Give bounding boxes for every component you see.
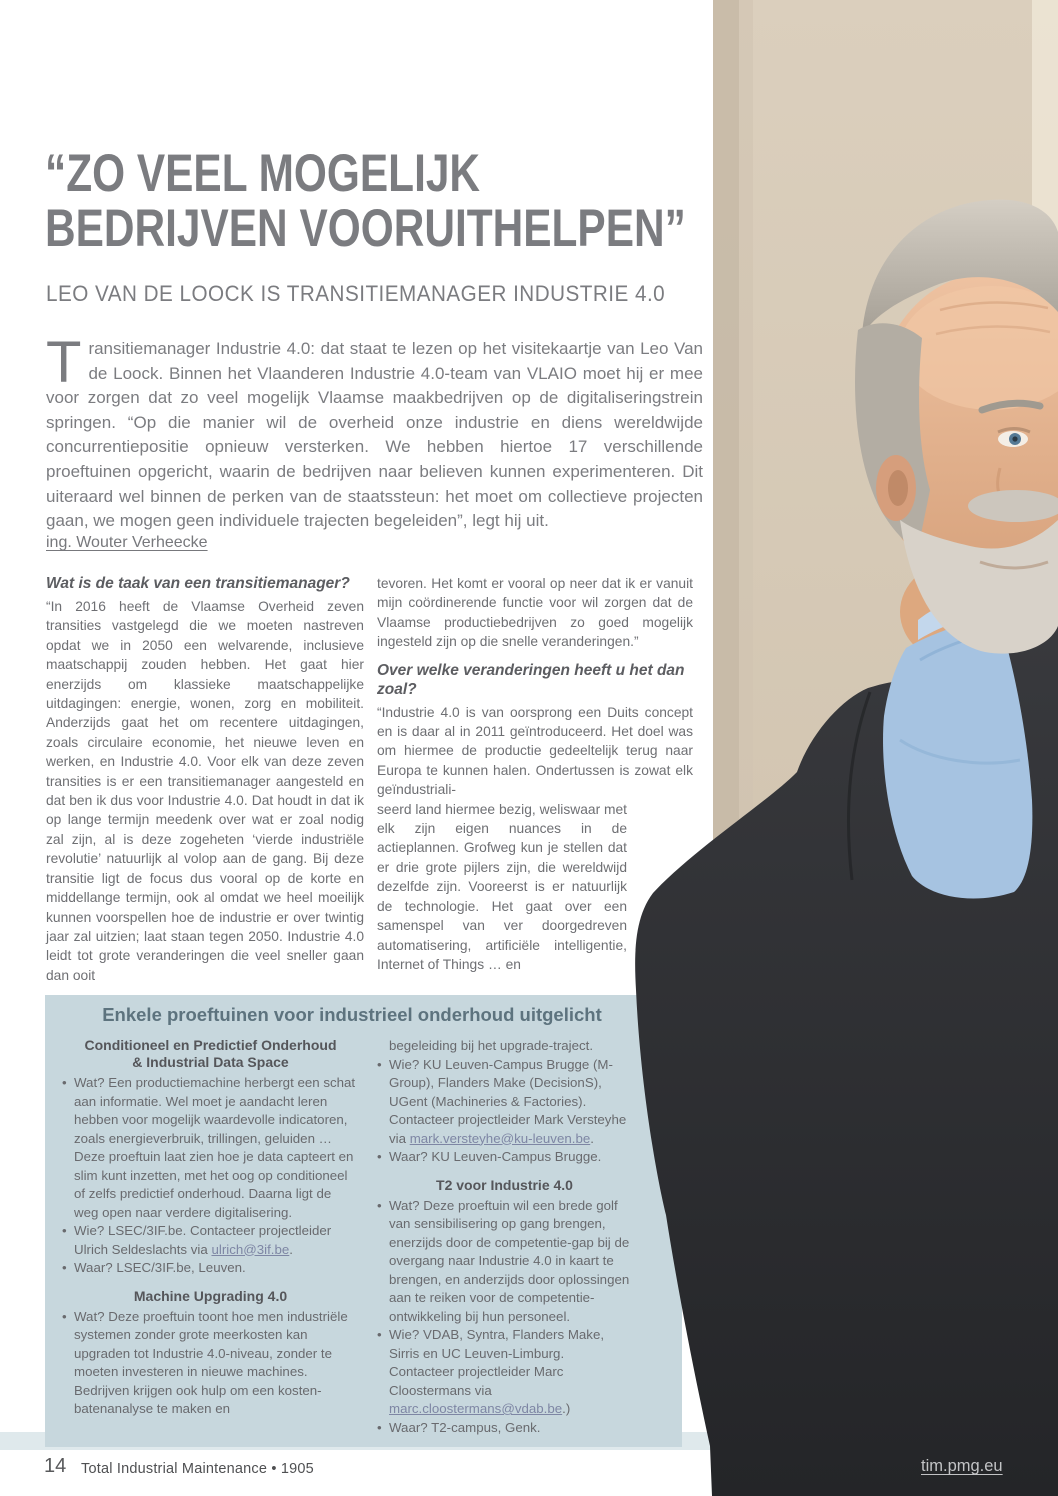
box-column-right	[377, 1037, 632, 1437]
email-link-ulrich[interactable]: ulrich@3if.be	[211, 1241, 290, 1257]
section3-wie: • Wie? VDAB, Syntra, Flanders Make, Sirris en UC Leuven-Limburg. Contacteer projectleider Marc Cloostermans via marc.cloostermans@vdab.be.)	[377, 1326, 632, 1419]
question-1: Wat is de taak van een transitiemanager?	[46, 575, 350, 592]
article-headline	[45, 146, 686, 256]
article-intro	[46, 330, 703, 534]
magazine-issue-line: Total Industrial Maintenance • 1905	[81, 1461, 314, 1477]
headline-line-1: “ZO VEEL MOGELIJK	[45, 144, 481, 203]
headline-line-2: BEDRIJVEN VOORUITHELPEN”	[45, 199, 686, 258]
answer-2-part1: “Industrie 4.0 is van oorsprong een Duits concept en is daar al in 2011 geïntroduceerd. Het doel was om hiermee de productie gedeeltelijk terug naar Europa te kunnen halen. Ondertussen is zowat elk geïndustriali-	[377, 704, 693, 798]
answer-1-continued: tevoren. Het komt er vooral op neer dat ik er vanuit mijn coördinerende functie voor wil zorgen dat de Vlaamse productiebedrijven zo goed mogelijk ingesteld zijn op die snelle veranderingen.”	[377, 576, 693, 650]
article-column-left	[46, 574, 364, 985]
section1-header: Conditioneel en Predictief Onderhoud & Industrial Data Space	[84, 1037, 337, 1070]
answer-1: “In 2016 heeft de Vlaamse Overheid zeven transities vastgelegd die we moeten nastreven opdat we in 2050 een welvarende, inclusieve maatschappij zouden hebben. Het gaat hier enerzijds om klassieke maatschappelijke uitdagingen: energie, wonen, zorg en mobiliteit. Anderzijds gaat het om recentere uitdagingen, zoals circulaire economie, het nieuwe leven en werken, en Industrie 4.0. Voor elk van deze zeven transities is er een transitiemanager aangesteld en dat ben ik dus voor Industrie 4.0. Dat houdt in dat ik op lange termijn meedenk over wat er zoal nodig zal zijn, al is deze zogeheten ‘vierde industriële revolutie’ natuurlijk al volop aan de gang. Bij deze transitie ligt de focus dus vooral op de korte en middellange termijn, ook al omdat we heel moeilijk kunnen voorspellen hoe de industrie er over twintig jaar zal uitzien; laat staan tegen 2050. Industrie 4.0 leidt tot grote veranderingen die veel sneller gaan dan ooit	[46, 599, 364, 983]
email-link-marc-cloostermans[interactable]: marc.cloostermans@vdab.be	[389, 1401, 563, 1416]
section1-waar: • Waar? LSEC/3IF.be, Leuven.	[62, 1259, 359, 1278]
article-column-right	[377, 574, 693, 974]
question-2: Over welke veranderingen heeft u het dan zoal?	[377, 661, 685, 698]
section1-wie: • Wie? LSEC/3IF.be. Contacteer projectleider Ulrich Seldeslachts via ulrich@3if.be.	[62, 1222, 359, 1259]
page-number: 14	[44, 1455, 67, 1477]
section3-wat: • Wat? Deze proeftuin wil een brede golf van sensibilisering op gang brengen, enerzijds door de competentie-gap bij de overgang naar Industrie 4.0 in kaart te brengen, en anderzijds door oplossingen aan te reiken voor de competentie-ontwikkeling bij hun personeel.	[377, 1197, 632, 1327]
section2-wat: • Wat? Deze proeftuin toont hoe men industriële systemen zonder grote meerkosten kan upgraden tot Industrie 4.0-niveau, zonder te moeten investeren in nieuwe machines. Bedrijven krijgen ook hulp om een kosten-batenanalyse te maken en	[62, 1308, 359, 1419]
box-column-left	[62, 1037, 359, 1419]
section2-waar: • Waar? KU Leuven-Campus Brugge.	[377, 1148, 632, 1167]
section2-header: Machine Upgrading 4.0	[133, 1287, 288, 1304]
section3-waar: • Waar? T2-campus, Genk.	[377, 1419, 632, 1438]
box-title: Enkele proeftuinen voor industrieel onderhoud uitgelicht	[102, 1004, 602, 1025]
answer-2-part2: seerd land hiermee bezig, weliswaar met elk zijn eigen nuances in de actieplannen. Grofweg kun je stellen dat er drie grote pijlers zijn, die wereldwijd dezelfde zijn. Vooreerst is er natuurlijk de technologie. Het gaat over een samenspel van ver doorgedreven automatisering, artificiële intelligentie, Internet of Things … en	[377, 801, 627, 972]
proeftuinen-box	[45, 995, 682, 1447]
section3-header: T2 voor Industrie 4.0	[436, 1176, 573, 1193]
website-link[interactable]: tim.pmg.eu	[921, 1457, 1003, 1475]
author-byline: ing. Wouter Verheecke	[46, 534, 208, 551]
drop-cap: T	[46, 330, 82, 395]
article-subhead: LEO VAN DE LOOCK IS TRANSITIEMANAGER INDUSTRIE 4.0	[46, 281, 666, 306]
section2-wie: • Wie? KU Leuven-Campus Brugge (M-Group), Flanders Make (DecisionS), UGent (Machineries & Factories). Contacteer projectleider Mark Versteyhe via mark.versteyhe@ku-leuven.be.	[377, 1056, 632, 1149]
section1-wat: • Wat? Een productiemachine herbergt een schat aan informatie. Wel moet je aandacht leren hebben voor mogelijk waardevolle indicatoren, zoals energieverbruik, trillingen, geluiden … Deze proeftuin laat zien hoe je data capteert en slim kunt inzetten, met het oog op conditioneel of zelfs predictief onderhoud. Daarna ligt de weg open naar verdere digitalisering.	[62, 1074, 359, 1222]
section2-wat-continued: begeleiding bij het upgrade-traject.	[389, 1038, 594, 1053]
intro-text: ransitiemanager Industrie 4.0: dat staat te lezen op het visitekaartje van Leo Van de Loock. Binnen het Vlaanderen Industrie 4.0-team van VLAIO moet hij er mee voor zorgen dat zo veel mogelijk Vlaamse maakbedrijven op de digitaliseringstrein springen. “Op die manier wil de overheid onze industrie en diens wereldwijde concurrentiepositie opnieuw versterken. We hebben hiertoe 17 verschillende proeftuinen opgericht, waarin de bedrijven naar believen kunnen experimenteren. Dit uiteraard wel binnen de perken van de staatssteun: het moet om collectieve projecten gaan, we mogen geen individuele trajecten begeleiden”, legt hij uit.	[46, 339, 703, 531]
email-link-mark-versteyhe[interactable]: mark.versteyhe@ku-leuven.be	[409, 1130, 591, 1146]
